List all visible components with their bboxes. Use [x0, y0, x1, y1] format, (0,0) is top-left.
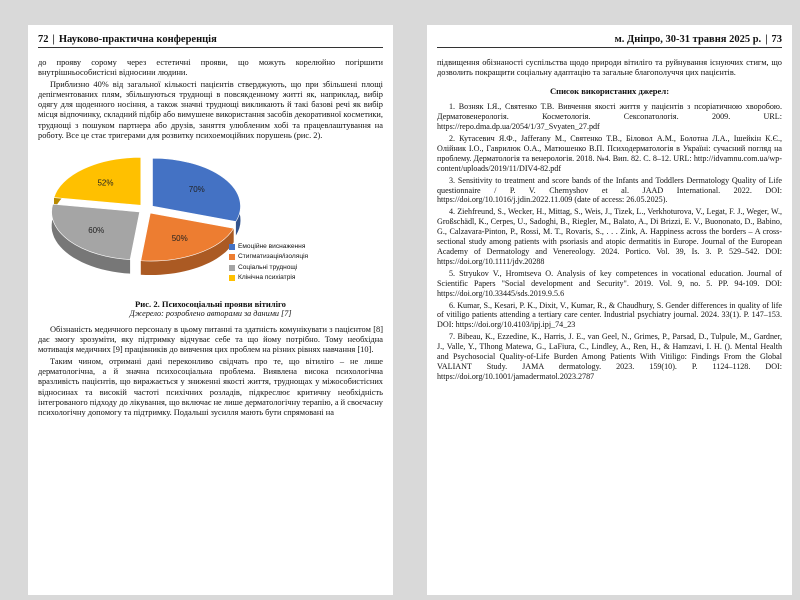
reference-item: 6. Kumar, S., Kesari, P. K., Dixit, V., Kumar, R., & Chaudhury, S. Gender differences in quality of life of vitiligo patients attending a tertiary care center. Industrial psychiatry journal. 2024. 33(1). P. 147–153. DOI: https://doi.org/10.4103/ipj.ipj_74_23: [437, 300, 782, 330]
reference-item: 4. Ziehfreund, S., Wecker, H., Mittag, S., Weis, J., Tizek, L., Verkhoturova, V., Legat, F. J., Weger, W., Großschädl, K., Cerpes, U., Sadoghi, B., Riegler, M., Balato, A., Di Brizzi, E. V., Buononato, D., Babino, G., Calzavara-Pinton, P., Rossi, M. T., Rovaris, S., . . . Zink, A. Happiness across the borders – A cross-sectional study among patients with psoriasis and atopic dermatitis in Europe. Journal of the European Academy of Dermatology and Venereology. 2024. Portico. Vol. 39, Is. 3. P. 529–542. DOI: https://doi.org/10.1111/jdv.20288: [437, 207, 782, 266]
legend-label: Клінічна психіатрія: [238, 273, 296, 281]
reference-item: 2. Кутасевич Я.Ф., Jafferany M., Святенко Т.В., Біловол А.М., Болотна Л.А., Ішейкін К.Є., Олійник І.О., Гаврилюк О.А., Матюшенко В.П. Психодерматологія в Україні: сучасний погляд на проблему. Дерматологія та венерологія. 2018. №4. Вип. 82. С. 8–12. URL: http://idvamnu.com.ua/wp-content/uploads/2019/11/DIV4-82.pdf: [437, 134, 782, 173]
right-page-header: [437, 32, 782, 48]
reference-item: 1. Возняк І.Я., Святенко Т.В. Вивчення якості життя у пацієнтів з псоріатичною хворобою. Дерматовенерологія. Косметологія. Сексопатологія. 2009. URL: https://repo.dma.dp.ua/2054/1/37_Svyaten_27.pdf: [437, 102, 782, 132]
paragraph: до прояву сорому через естетичні прояви, що можуть корелюйно погіршити внутрішньособистісні відносини людини.: [38, 58, 383, 78]
reference-item: 7. Bibeau, K., Ezzedine, K., Harris, J. E., van Geel, N., Grimes, P., Parsad, D., Tulpule, M., Gardner, J., Valle, Y., Tlhong Matewa, G., LaFiura, C., Lindley, A., Ren, H., & Hamzavi, I. H. (). Mental Health and Psychosocial Quality-of-Life Burden Among Patients With Vitiligo: Findings From the Global VALIANT Study. JAMA dermatology. 2023. 159(10). P. 1124–1128. DOI: https://doi.org/10.1001/jamadermatol.2023.2787: [437, 332, 782, 381]
figure-title: Рис. 2. Психосоціальні прояви вітиліго: [135, 298, 286, 309]
page-number: 73: [771, 34, 782, 45]
left-page: [28, 25, 393, 595]
page-number: 72: [38, 34, 49, 45]
pie-slice-label: 50%: [171, 233, 188, 243]
legend-swatch: [229, 275, 235, 281]
left-page-body: [38, 58, 383, 420]
reference-item: 5. Stryukov V., Hromtseva O. Analysis of key competences in vocational education. Journal of Scientific Papers "Social development and Security". 2019. Vol. 9, no. 5. PP. 94-109. DOI: https://doi.org/10.33445/sds.2019.9.5.6: [437, 268, 782, 298]
legend-item: [229, 273, 308, 283]
header-separator: |: [765, 34, 768, 45]
legend-label: Стигматизація/ізоляція: [238, 253, 309, 261]
chart-legend: [229, 242, 308, 284]
references-title: Список використаних джерел:: [549, 86, 670, 97]
pie-slice-label: 52%: [97, 178, 114, 188]
header-separator: |: [52, 34, 55, 45]
legend-label: Емоційне виснаження: [238, 242, 306, 250]
location-date: м. Дніпро, 30-31 травня 2025 р.: [614, 34, 762, 45]
pie-chart: [38, 147, 383, 295]
pie-slice-label: 70%: [188, 184, 205, 194]
right-page-body: [437, 58, 782, 384]
legend-swatch: [229, 254, 235, 260]
legend-item: [229, 263, 308, 273]
right-page: [427, 25, 792, 595]
left-page-header: [38, 32, 383, 48]
legend-swatch: [229, 244, 235, 250]
paragraph: Приблизно 40% від загальної кількості пацієнтів стверджують, що при збільшені площі депігментованих плям, збільшуються труднощі в повсякденному житті як, наприклад, вибір одягу для щоденного носіння, а також значні труднощі викликають й такі базові речі як вибір місця відпочинку, складний підбір або вимушене використання засобів декоративної косметики, труднощі з пошуком партнера або друзів, заняття улюбленим хобі та працевлаштування на роботу. Все це стає тригерами для розвитку психоемоційних порушень (рис. 2).: [38, 80, 383, 140]
legend-item: [229, 252, 308, 262]
conference-title: Науково-практична конференція: [58, 34, 217, 45]
pie-chart-svg: [38, 147, 383, 295]
legend-item: [229, 242, 308, 252]
figure-source: Джерело: розроблено авторами за даними [7]: [129, 308, 292, 318]
legend-swatch: [229, 265, 235, 271]
pie-slice-label: 60%: [88, 225, 105, 235]
legend-label: Соціальні труднощі: [238, 263, 298, 271]
paragraph: Обізнаність медичного персоналу в цьому питанні та здатність комунікувати з пацієнтом [8] дає змогу зрозуміти, яку підтримку відчуває себе та що йому потрібно. Тому необхідна мотивація медичних [9] працівників до вивчення цих проблем на різних рівнях навчання [10].: [38, 324, 383, 355]
paragraph: підвищення обізнаності суспільства щодо природи вітиліго та руйнування існуючих стигм, що дозволить покращити соціальну адаптацію та загальне благополуччя цих пацієнтів.: [437, 58, 782, 78]
paragraph: Таким чином, отримані дані переконливо свідчать про те, що вітиліго – не лише дерматологічна, а й значна психосоціальна проблема. Виявлена висока психологічна вразливість пацієнтів, що виражається у зниженні якості життя, труднощах у міжособистісних відносинах та високій частоті психічних розладів, підкреслює критичну необхідність інтегрованого підходу до лікування, що включає не лише дерматологічну терапію, а й своєчасну психологічну допомогу та підтримку. Подальші зусилля мають бути спрямовані на: [38, 357, 383, 417]
reference-item: 3. Sensitivity to treatment and score bands of the Infants and Toddlers Dermatology Quality of Life questionnaire / P. V. Chernyshov et al. JAAD International. 2022. DOI: https://doi.org/10.1016/j.jdin.2022.11.009 (date of access: 26.05.2025).: [437, 175, 782, 205]
